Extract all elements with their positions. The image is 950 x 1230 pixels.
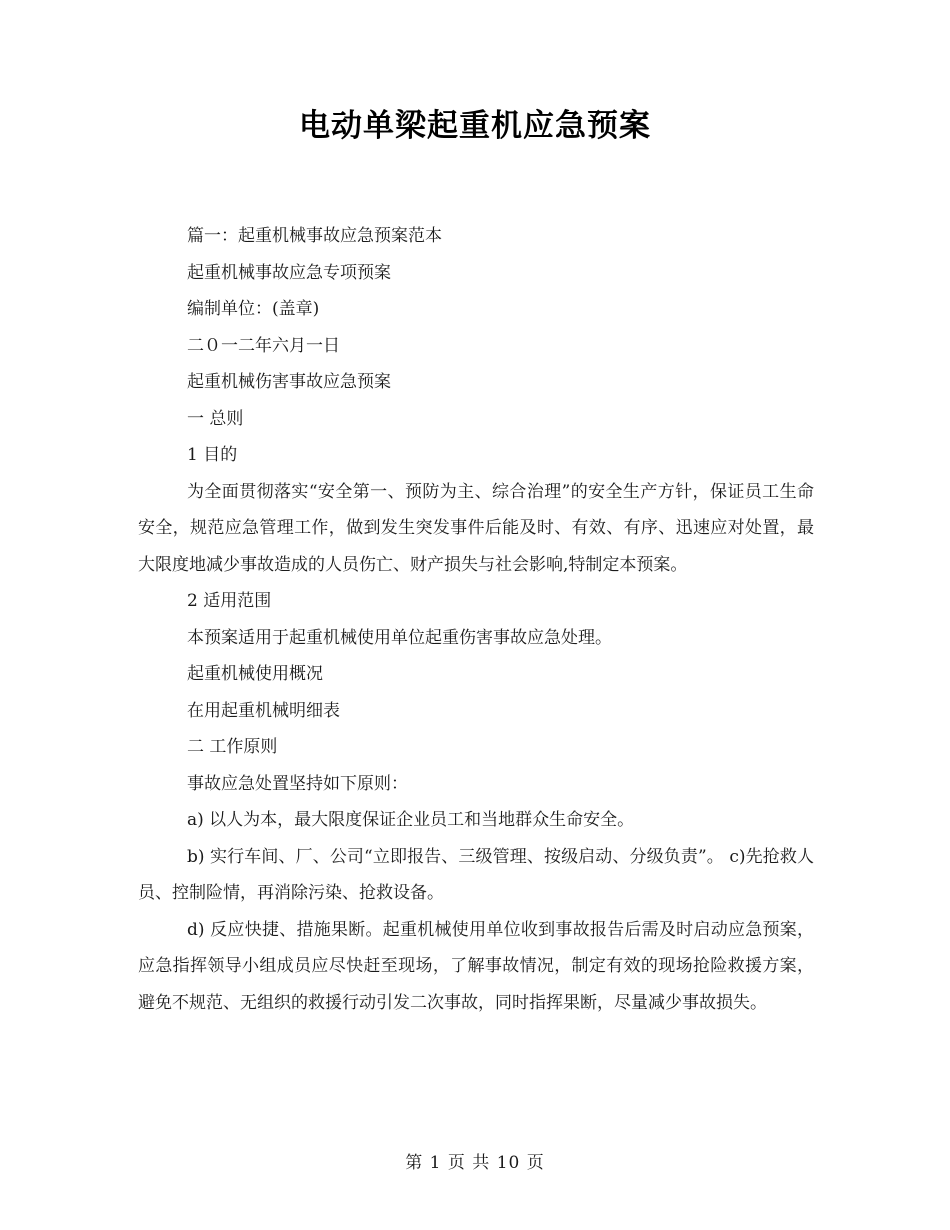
paragraph: 起重机械伤害事故应急预案	[187, 372, 391, 392]
subsection-heading: 2 适用范围	[187, 591, 272, 611]
paragraph: 在用起重机械明细表	[187, 700, 340, 721]
document-body	[138, 218, 814, 1021]
paragraph: 二０一二年六月一日	[187, 335, 340, 356]
section-heading: 一 总则	[187, 408, 244, 429]
subsection-heading: 1 目的	[187, 445, 238, 465]
paragraph: 事故应急处置坚持如下原则：	[187, 773, 408, 794]
paragraph: 本预案适用于起重机械使用单位起重伤害事故应急处理。	[187, 627, 612, 648]
document-title: 电动单梁起重机应急预案	[299, 108, 651, 144]
paragraph: 编制单位：(盖章)	[187, 299, 320, 319]
paragraph: 为全面贯彻落实“安全第一、预防为主、综合治理”的安全生产方针，保证员工生命安全，规范应急管理工作，做到发生突发事件后能及时、有效、有序、迅速应对处置，最大限度地减少事故造成的人员伤亡、财产损失与社会影响,特制定本预案。	[138, 481, 814, 575]
page-number: 第 1 页 共 10 页	[405, 1153, 545, 1173]
section-heading: 二 工作原则	[187, 737, 278, 757]
list-item: d) 反应快捷、措施果断。起重机械使用单位收到事故报告后需及时启动应急预案，应急指挥领导小组成员应尽快赶至现场，了解事故情况，制定有效的现场抢险救援方案，避免不规范、无组织的救援行动引发二次事故，同时指挥果断，尽量减少事故损失。	[138, 919, 814, 1013]
paragraph: 起重机械使用概况	[187, 664, 323, 684]
list-item: a) 以人为本，最大限度保证企业员工和当地群众生命安全。	[187, 810, 635, 830]
paragraph: 篇一：起重机械事故应急预案范本	[187, 226, 442, 246]
list-item: b) 实行车间、厂、公司“立即报告、三级管理、按级启动、分级负责”。 c)先抢救人员、控制险情，再消除污染、抢救设备。	[138, 846, 814, 903]
paragraph: 起重机械事故应急专项预案	[187, 262, 391, 283]
